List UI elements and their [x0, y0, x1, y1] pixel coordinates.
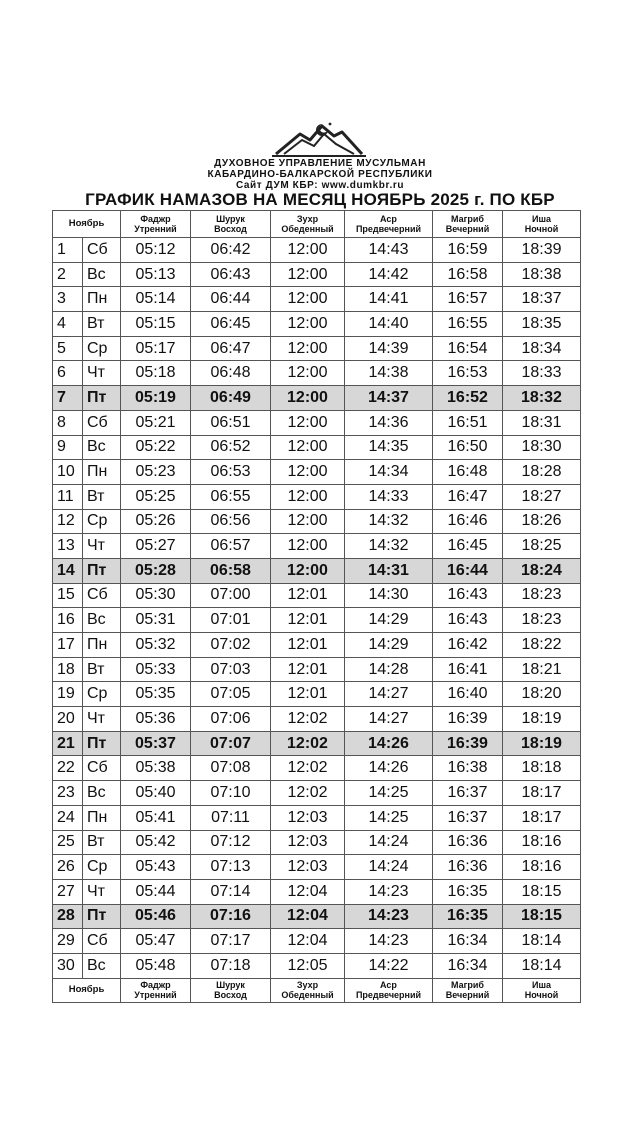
zuhr-time: 12:00 [271, 435, 345, 460]
shuruk-time: 07:11 [191, 805, 271, 830]
asr-time: 14:25 [345, 805, 433, 830]
asr-time: 14:35 [345, 435, 433, 460]
header-shuruk: Шурук Восход [191, 211, 271, 238]
weekday: Чт [83, 879, 121, 904]
maghrib-time: 16:36 [433, 855, 503, 880]
isha-time: 18:34 [503, 336, 581, 361]
isha-time: 18:19 [503, 731, 581, 756]
asr-time: 14:28 [345, 657, 433, 682]
asr-time: 14:41 [345, 287, 433, 312]
isha-time: 18:23 [503, 608, 581, 633]
shuruk-time: 07:07 [191, 731, 271, 756]
day-number: 7 [53, 386, 83, 411]
maghrib-time: 16:41 [433, 657, 503, 682]
maghrib-time: 16:39 [433, 731, 503, 756]
weekday: Чт [83, 707, 121, 732]
fajr-time: 05:48 [121, 953, 191, 978]
asr-time: 14:25 [345, 781, 433, 806]
zuhr-time: 12:01 [271, 608, 345, 633]
table-row [53, 484, 581, 509]
page-title: ГРАФИК НАМАЗОВ НА МЕСЯЦ НОЯБРЬ 2025 г. ПО КБР [85, 190, 555, 209]
zuhr-time: 12:02 [271, 731, 345, 756]
fajr-time: 05:30 [121, 583, 191, 608]
asr-time: 14:32 [345, 534, 433, 559]
fajr-time: 05:25 [121, 484, 191, 509]
maghrib-time: 16:43 [433, 608, 503, 633]
shuruk-time: 07:08 [191, 756, 271, 781]
table-header-row [53, 211, 581, 238]
zuhr-time: 12:00 [271, 262, 345, 287]
fajr-time: 05:19 [121, 386, 191, 411]
shuruk-time: 06:51 [191, 410, 271, 435]
maghrib-time: 16:42 [433, 633, 503, 658]
asr-time: 14:43 [345, 238, 433, 263]
maghrib-time: 16:37 [433, 805, 503, 830]
table-row [53, 781, 581, 806]
maghrib-time: 16:51 [433, 410, 503, 435]
table-row [53, 435, 581, 460]
zuhr-time: 12:00 [271, 558, 345, 583]
maghrib-time: 16:40 [433, 682, 503, 707]
fajr-time: 05:27 [121, 534, 191, 559]
weekday: Сб [83, 929, 121, 954]
fajr-time: 05:33 [121, 657, 191, 682]
asr-time: 14:36 [345, 410, 433, 435]
shuruk-time: 06:58 [191, 558, 271, 583]
zuhr-time: 12:00 [271, 534, 345, 559]
day-number: 27 [53, 879, 83, 904]
org-name-line1: ДУХОВНОЕ УПРАВЛЕНИЕ МУСУЛЬМАН [214, 158, 426, 169]
shuruk-time: 07:06 [191, 707, 271, 732]
shuruk-time: 06:52 [191, 435, 271, 460]
zuhr-time: 12:00 [271, 410, 345, 435]
isha-time: 18:20 [503, 682, 581, 707]
footer-month: Ноябрь [53, 978, 121, 1002]
weekday: Пн [83, 460, 121, 485]
table-footer-row [53, 978, 581, 1002]
asr-time: 14:42 [345, 262, 433, 287]
isha-time: 18:21 [503, 657, 581, 682]
shuruk-time: 06:53 [191, 460, 271, 485]
maghrib-time: 16:48 [433, 460, 503, 485]
table-row [53, 929, 581, 954]
maghrib-time: 16:43 [433, 583, 503, 608]
day-number: 10 [53, 460, 83, 485]
day-number: 11 [53, 484, 83, 509]
day-number: 14 [53, 558, 83, 583]
asr-time: 14:29 [345, 608, 433, 633]
table-row [53, 583, 581, 608]
weekday: Пт [83, 904, 121, 929]
isha-time: 18:38 [503, 262, 581, 287]
weekday: Вт [83, 830, 121, 855]
day-number: 4 [53, 312, 83, 337]
fajr-time: 05:47 [121, 929, 191, 954]
shuruk-time: 07:10 [191, 781, 271, 806]
zuhr-time: 12:01 [271, 633, 345, 658]
maghrib-time: 16:38 [433, 756, 503, 781]
maghrib-time: 16:55 [433, 312, 503, 337]
table-row [53, 805, 581, 830]
table-row [53, 608, 581, 633]
isha-time: 18:39 [503, 238, 581, 263]
day-number: 13 [53, 534, 83, 559]
fajr-time: 05:22 [121, 435, 191, 460]
maghrib-time: 16:36 [433, 830, 503, 855]
table-row [53, 756, 581, 781]
day-number: 22 [53, 756, 83, 781]
weekday: Сб [83, 756, 121, 781]
weekday: Чт [83, 534, 121, 559]
footer-shuruk: Шурук Восход [191, 978, 271, 1002]
day-number: 23 [53, 781, 83, 806]
day-number: 15 [53, 583, 83, 608]
zuhr-time: 12:03 [271, 855, 345, 880]
table-row [53, 238, 581, 263]
header-maghrib: Магриб Вечерний [433, 211, 503, 238]
asr-time: 14:32 [345, 509, 433, 534]
maghrib-time: 16:37 [433, 781, 503, 806]
shuruk-time: 07:02 [191, 633, 271, 658]
weekday: Ср [83, 509, 121, 534]
fajr-time: 05:12 [121, 238, 191, 263]
zuhr-time: 12:00 [271, 460, 345, 485]
weekday: Сб [83, 583, 121, 608]
day-number: 18 [53, 657, 83, 682]
day-number: 21 [53, 731, 83, 756]
day-number: 5 [53, 336, 83, 361]
fajr-time: 05:15 [121, 312, 191, 337]
day-number: 30 [53, 953, 83, 978]
isha-time: 18:15 [503, 904, 581, 929]
zuhr-time: 12:04 [271, 904, 345, 929]
fajr-time: 05:36 [121, 707, 191, 732]
shuruk-time: 07:05 [191, 682, 271, 707]
asr-time: 14:37 [345, 386, 433, 411]
zuhr-time: 12:00 [271, 484, 345, 509]
weekday: Сб [83, 410, 121, 435]
weekday: Пт [83, 386, 121, 411]
shuruk-time: 06:45 [191, 312, 271, 337]
maghrib-time: 16:35 [433, 879, 503, 904]
asr-time: 14:33 [345, 484, 433, 509]
weekday: Вс [83, 262, 121, 287]
table-row [53, 657, 581, 682]
table-row [53, 731, 581, 756]
fajr-time: 05:38 [121, 756, 191, 781]
zuhr-time: 12:03 [271, 830, 345, 855]
zuhr-time: 12:00 [271, 386, 345, 411]
footer-fajr: Фаджр Утренний [121, 978, 191, 1002]
isha-time: 18:17 [503, 805, 581, 830]
isha-time: 18:17 [503, 781, 581, 806]
weekday: Вс [83, 781, 121, 806]
maghrib-time: 16:52 [433, 386, 503, 411]
zuhr-time: 12:05 [271, 953, 345, 978]
fajr-time: 05:37 [121, 731, 191, 756]
zuhr-time: 12:02 [271, 781, 345, 806]
weekday: Пт [83, 731, 121, 756]
table-row [53, 953, 581, 978]
fajr-time: 05:21 [121, 410, 191, 435]
fajr-time: 05:43 [121, 855, 191, 880]
table-row [53, 460, 581, 485]
isha-time: 18:14 [503, 953, 581, 978]
maghrib-time: 16:44 [433, 558, 503, 583]
isha-time: 18:16 [503, 855, 581, 880]
isha-time: 18:19 [503, 707, 581, 732]
weekday: Ср [83, 336, 121, 361]
asr-time: 14:29 [345, 633, 433, 658]
asr-time: 14:39 [345, 336, 433, 361]
fajr-time: 05:26 [121, 509, 191, 534]
table-row [53, 558, 581, 583]
fajr-time: 05:31 [121, 608, 191, 633]
shuruk-time: 06:49 [191, 386, 271, 411]
fajr-time: 05:46 [121, 904, 191, 929]
shuruk-time: 07:12 [191, 830, 271, 855]
maghrib-time: 16:46 [433, 509, 503, 534]
weekday: Пн [83, 805, 121, 830]
asr-time: 14:27 [345, 682, 433, 707]
mosque-mountain-logo-icon [270, 118, 368, 160]
shuruk-time: 06:43 [191, 262, 271, 287]
zuhr-time: 12:00 [271, 312, 345, 337]
day-number: 16 [53, 608, 83, 633]
isha-time: 18:28 [503, 460, 581, 485]
day-number: 12 [53, 509, 83, 534]
fajr-time: 05:28 [121, 558, 191, 583]
weekday: Ср [83, 682, 121, 707]
maghrib-time: 16:39 [433, 707, 503, 732]
fajr-time: 05:42 [121, 830, 191, 855]
day-number: 29 [53, 929, 83, 954]
shuruk-time: 07:18 [191, 953, 271, 978]
fajr-time: 05:13 [121, 262, 191, 287]
asr-time: 14:30 [345, 583, 433, 608]
zuhr-time: 12:02 [271, 756, 345, 781]
isha-time: 18:26 [503, 509, 581, 534]
weekday: Ср [83, 855, 121, 880]
maghrib-time: 16:58 [433, 262, 503, 287]
shuruk-time: 07:17 [191, 929, 271, 954]
zuhr-time: 12:03 [271, 805, 345, 830]
shuruk-time: 06:48 [191, 361, 271, 386]
isha-time: 18:35 [503, 312, 581, 337]
fajr-time: 05:18 [121, 361, 191, 386]
asr-time: 14:23 [345, 929, 433, 954]
day-number: 17 [53, 633, 83, 658]
weekday: Вт [83, 657, 121, 682]
weekday: Вс [83, 435, 121, 460]
table-row [53, 262, 581, 287]
table-row [53, 904, 581, 929]
weekday: Сб [83, 238, 121, 263]
zuhr-time: 12:04 [271, 879, 345, 904]
fajr-time: 05:32 [121, 633, 191, 658]
asr-time: 14:24 [345, 830, 433, 855]
asr-time: 14:22 [345, 953, 433, 978]
day-number: 9 [53, 435, 83, 460]
shuruk-time: 07:14 [191, 879, 271, 904]
asr-time: 14:26 [345, 731, 433, 756]
zuhr-time: 12:00 [271, 238, 345, 263]
weekday: Пт [83, 558, 121, 583]
shuruk-time: 07:03 [191, 657, 271, 682]
weekday: Вт [83, 484, 121, 509]
day-number: 24 [53, 805, 83, 830]
header-zuhr: Зухр Обеденный [271, 211, 345, 238]
day-number: 2 [53, 262, 83, 287]
table-row [53, 287, 581, 312]
maghrib-time: 16:50 [433, 435, 503, 460]
shuruk-time: 06:42 [191, 238, 271, 263]
zuhr-time: 12:01 [271, 682, 345, 707]
asr-time: 14:38 [345, 361, 433, 386]
shuruk-time: 06:44 [191, 287, 271, 312]
isha-time: 18:33 [503, 361, 581, 386]
table-row [53, 410, 581, 435]
day-number: 20 [53, 707, 83, 732]
isha-time: 18:31 [503, 410, 581, 435]
isha-time: 18:18 [503, 756, 581, 781]
maghrib-time: 16:53 [433, 361, 503, 386]
fajr-time: 05:17 [121, 336, 191, 361]
footer-maghrib: Магриб Вечерний [433, 978, 503, 1002]
day-number: 25 [53, 830, 83, 855]
asr-time: 14:23 [345, 879, 433, 904]
shuruk-time: 07:13 [191, 855, 271, 880]
maghrib-time: 16:45 [433, 534, 503, 559]
zuhr-time: 12:02 [271, 707, 345, 732]
table-row [53, 336, 581, 361]
maghrib-time: 16:59 [433, 238, 503, 263]
fajr-time: 05:23 [121, 460, 191, 485]
shuruk-time: 06:55 [191, 484, 271, 509]
header-isha: Иша Ночной [503, 211, 581, 238]
fajr-time: 05:35 [121, 682, 191, 707]
header-fajr: Фаджр Утренний [121, 211, 191, 238]
zuhr-time: 12:00 [271, 287, 345, 312]
asr-time: 14:24 [345, 855, 433, 880]
shuruk-time: 06:56 [191, 509, 271, 534]
table-row [53, 879, 581, 904]
isha-time: 18:27 [503, 484, 581, 509]
weekday: Чт [83, 361, 121, 386]
day-number: 3 [53, 287, 83, 312]
org-name-line2: КАБАРДИНО-БАЛКАРСКОЙ РЕСПУБЛИКИ [207, 169, 433, 180]
maghrib-time: 16:47 [433, 484, 503, 509]
maghrib-time: 16:34 [433, 929, 503, 954]
header-asr: Аср Предвечерний [345, 211, 433, 238]
isha-time: 18:25 [503, 534, 581, 559]
isha-time: 18:32 [503, 386, 581, 411]
day-number: 26 [53, 855, 83, 880]
fajr-time: 05:14 [121, 287, 191, 312]
day-number: 19 [53, 682, 83, 707]
asr-time: 14:34 [345, 460, 433, 485]
fajr-time: 05:44 [121, 879, 191, 904]
table-row [53, 386, 581, 411]
footer-asr: Аср Предвечерний [345, 978, 433, 1002]
day-number: 1 [53, 238, 83, 263]
isha-time: 18:30 [503, 435, 581, 460]
weekday: Пн [83, 633, 121, 658]
fajr-time: 05:41 [121, 805, 191, 830]
asr-time: 14:23 [345, 904, 433, 929]
day-number: 28 [53, 904, 83, 929]
table-row [53, 312, 581, 337]
zuhr-time: 12:00 [271, 361, 345, 386]
isha-time: 18:15 [503, 879, 581, 904]
isha-time: 18:37 [503, 287, 581, 312]
maghrib-time: 16:57 [433, 287, 503, 312]
isha-time: 18:14 [503, 929, 581, 954]
weekday: Вс [83, 953, 121, 978]
footer-isha: Иша Ночной [503, 978, 581, 1002]
org-website: Сайт ДУМ КБР: www.dumkbr.ru [235, 180, 405, 191]
asr-time: 14:31 [345, 558, 433, 583]
table-row [53, 509, 581, 534]
isha-time: 18:16 [503, 830, 581, 855]
header-month: Ноябрь [53, 211, 121, 238]
isha-time: 18:23 [503, 583, 581, 608]
shuruk-time: 06:47 [191, 336, 271, 361]
table-row [53, 855, 581, 880]
table-row [53, 682, 581, 707]
weekday: Вс [83, 608, 121, 633]
weekday: Вт [83, 312, 121, 337]
table-row [53, 534, 581, 559]
zuhr-time: 12:00 [271, 336, 345, 361]
day-number: 8 [53, 410, 83, 435]
zuhr-time: 12:01 [271, 583, 345, 608]
table-row [53, 830, 581, 855]
isha-time: 18:22 [503, 633, 581, 658]
footer-zuhr: Зухр Обеденный [271, 978, 345, 1002]
shuruk-time: 07:01 [191, 608, 271, 633]
zuhr-time: 12:04 [271, 929, 345, 954]
shuruk-time: 06:57 [191, 534, 271, 559]
table-row [53, 361, 581, 386]
asr-time: 14:40 [345, 312, 433, 337]
asr-time: 14:27 [345, 707, 433, 732]
maghrib-time: 16:34 [433, 953, 503, 978]
zuhr-time: 12:00 [271, 509, 345, 534]
isha-time: 18:24 [503, 558, 581, 583]
weekday: Пн [83, 287, 121, 312]
shuruk-time: 07:16 [191, 904, 271, 929]
maghrib-time: 16:54 [433, 336, 503, 361]
asr-time: 14:26 [345, 756, 433, 781]
shuruk-time: 07:00 [191, 583, 271, 608]
fajr-time: 05:40 [121, 781, 191, 806]
prayer-times-table [52, 210, 581, 1003]
zuhr-time: 12:01 [271, 657, 345, 682]
table-row [53, 707, 581, 732]
day-number: 6 [53, 361, 83, 386]
maghrib-time: 16:35 [433, 904, 503, 929]
table-row [53, 633, 581, 658]
